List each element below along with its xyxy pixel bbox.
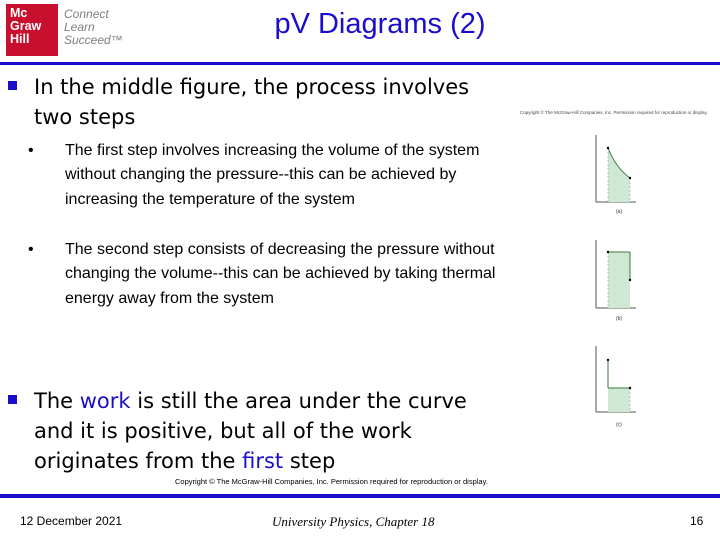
- bullet-dot-icon: •: [28, 142, 34, 159]
- state-point: [607, 147, 609, 149]
- panel-label-b: (b): [616, 316, 623, 322]
- bullet-2-text: The work is still the area under the curve and it is positive, but all of the work originates from the first step: [34, 389, 467, 473]
- logo-mark: Mc Graw Hill: [6, 4, 58, 56]
- panel-label-a: (a): [616, 209, 623, 215]
- pv-panel-b: [596, 240, 636, 322]
- subbullet-1-text: The first step involves increasing the volume of the system without changing the pressure--this can be achieved by increasing the temperature of the system: [65, 142, 480, 208]
- footer-date: 12 December 2021: [20, 514, 123, 528]
- panel-label-c: (c): [616, 422, 622, 428]
- bullet-square-icon: [8, 81, 17, 90]
- pv-panel-c: [596, 346, 636, 428]
- slide-title: pV Diagrams (2): [274, 8, 486, 40]
- state-point: [629, 177, 631, 179]
- footer: [0, 498, 720, 540]
- pv-panel-a: [596, 135, 636, 215]
- bullet-dot-icon: •: [28, 241, 34, 258]
- subbullet-2-text: The second step consists of decreasing the pressure without changing the volume--this can be achieved by taking thermal energy away from the system: [65, 241, 496, 307]
- state-point: [629, 387, 631, 389]
- work-area: [608, 388, 630, 412]
- state-point: [607, 359, 609, 361]
- state-point: [629, 279, 631, 281]
- figure-copyright: Copyright © The McGraw-Hill Companies, Inc. Permission required for reproduction or display.: [520, 110, 708, 115]
- copyright-notice: Copyright © The McGraw-Hill Companies, Inc. Permission required for reproduction or display.: [175, 477, 488, 486]
- bullet-1-text: In the middle figure, the process involves two steps: [34, 75, 470, 129]
- keyword-work: work: [79, 389, 131, 413]
- pv-diagrams-svg: [520, 110, 708, 440]
- pv-diagram-figure: [520, 110, 708, 440]
- logo-tagline: Connect Learn Succeed™: [64, 7, 123, 47]
- slide-number: 16: [690, 514, 704, 528]
- title-divider: [0, 62, 720, 65]
- bullet-square-icon: [8, 395, 17, 404]
- work-area: [608, 252, 630, 308]
- mcgraw-hill-logo: [6, 4, 146, 58]
- keyword-first: first: [242, 449, 284, 473]
- footer-source: University Physics, Chapter 18: [272, 514, 435, 529]
- state-point: [607, 251, 609, 253]
